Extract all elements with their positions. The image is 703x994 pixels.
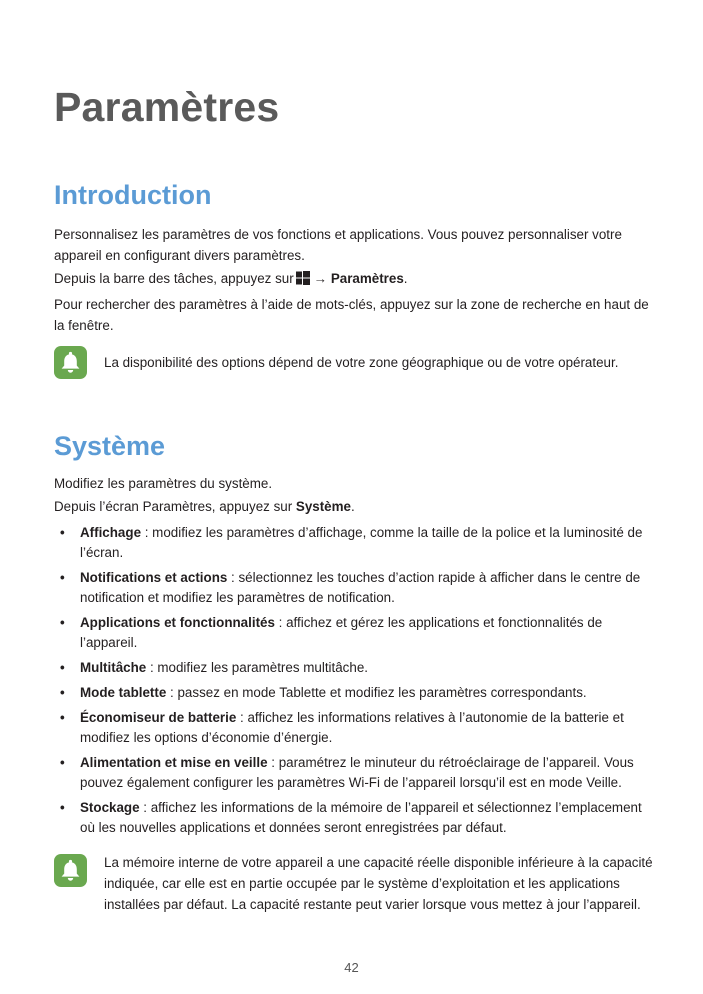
intro-note [54, 346, 654, 379]
item-term: Alimentation et mise en veille [80, 755, 268, 770]
system-settings-list [54, 523, 654, 843]
arrow-glyph: → [313, 271, 328, 286]
list-item [54, 658, 654, 678]
bullet-dot: • [60, 685, 65, 700]
note-icon [54, 854, 87, 887]
system-p2-prefix: Depuis l’écran Paramètres, appuyez sur [54, 499, 296, 514]
system-p2-suffix: . [350, 499, 355, 514]
note-icon [54, 346, 87, 379]
intro-heading: Introduction [54, 180, 212, 210]
system-note [54, 852, 654, 916]
system-heading: Système [54, 431, 166, 461]
list-item [54, 613, 654, 653]
item-text: : affichez et gérez les applications et fonctionnalités de l’appareil. [80, 615, 603, 650]
bell-icon [60, 859, 81, 882]
bullet-dot: • [60, 800, 65, 815]
system-note-text: La mémoire interne de votre appareil a une capacité réelle disponible inférieure à la capacité indiquée, car elle est en partie occupée par le système d’exploitation et les applications installées par défaut. La capacité restante peut varier lorsque vous mettez à jour l’appareil. [104, 855, 653, 912]
intro-p2-bold: Paramètres [330, 271, 404, 286]
item-text: : passez en mode Tablette et modifiez les paramètres correspondants. [166, 685, 587, 700]
list-item [54, 798, 654, 838]
page-number: 42 [344, 960, 359, 975]
intro-paragraph-1: Personnalisez les paramètres de vos fonctions et applications. Vous pouvez personnaliser votre appareil en configurant divers paramètres. [54, 227, 622, 263]
bullet-dot: • [60, 660, 65, 675]
intro-p2-suffix: . [403, 271, 408, 286]
list-item [54, 568, 654, 608]
intro-paragraph-3: Pour rechercher des paramètres à l’aide de mots-clés, appuyez sur la zone de recherche en haut de la fenêtre. [54, 297, 649, 333]
system-p2-bold: Système [295, 499, 351, 514]
windows-start-icon [296, 270, 310, 284]
system-paragraph-2 [54, 496, 654, 517]
list-item [54, 708, 654, 748]
item-text: : affichez les informations relatives à l’autonomie de la batterie et modifiez les options d’économie d’énergie. [80, 710, 624, 745]
item-text: : modifiez les paramètres d’affichage, comme la taille de la police et la luminosité de l’écran. [80, 525, 643, 560]
system-paragraph-1: Modifiez les paramètres du système. [54, 476, 273, 491]
item-term: Affichage [80, 525, 142, 540]
item-term: Mode tablette [80, 685, 167, 700]
bell-icon [60, 351, 81, 374]
item-term: Notifications et actions [80, 570, 228, 585]
bullet-dot: • [60, 755, 65, 770]
item-text: : paramétrez le minuteur du rétroéclairage de l’appareil. Vous pouvez également configurer les paramètres Wi-Fi de l’appareil lorsqu’il est en mode Veille. [80, 755, 634, 790]
page-title: Paramètres [54, 84, 280, 130]
item-text: : modifiez les paramètres multitâche. [146, 660, 368, 675]
list-item [54, 523, 654, 563]
bullet-dot: • [60, 615, 65, 630]
item-term: Applications et fonctionnalités [80, 615, 275, 630]
item-term: Économiseur de batterie [80, 710, 237, 725]
intro-paragraph-2 [54, 268, 654, 289]
item-text: : affichez les informations de la mémoire de l’appareil et sélectionnez l’emplacement où les nouvelles applications et données seront enregistrées par défaut. [80, 800, 642, 835]
list-item [54, 753, 654, 793]
bullet-dot: • [60, 710, 65, 725]
intro-note-text: La disponibilité des options dépend de votre zone géographique ou de votre opérateur. [104, 355, 619, 370]
item-text: : sélectionnez les touches d’action rapide à afficher dans le centre de notification et modifiez les paramètres de notification. [80, 570, 641, 605]
item-term: Stockage [80, 800, 140, 815]
intro-p2-prefix: Depuis la barre des tâches, appuyez sur [54, 271, 294, 286]
bullet-dot: • [60, 570, 65, 585]
list-item [54, 683, 654, 703]
item-term: Multitâche [80, 660, 147, 675]
bullet-dot: • [60, 525, 65, 540]
